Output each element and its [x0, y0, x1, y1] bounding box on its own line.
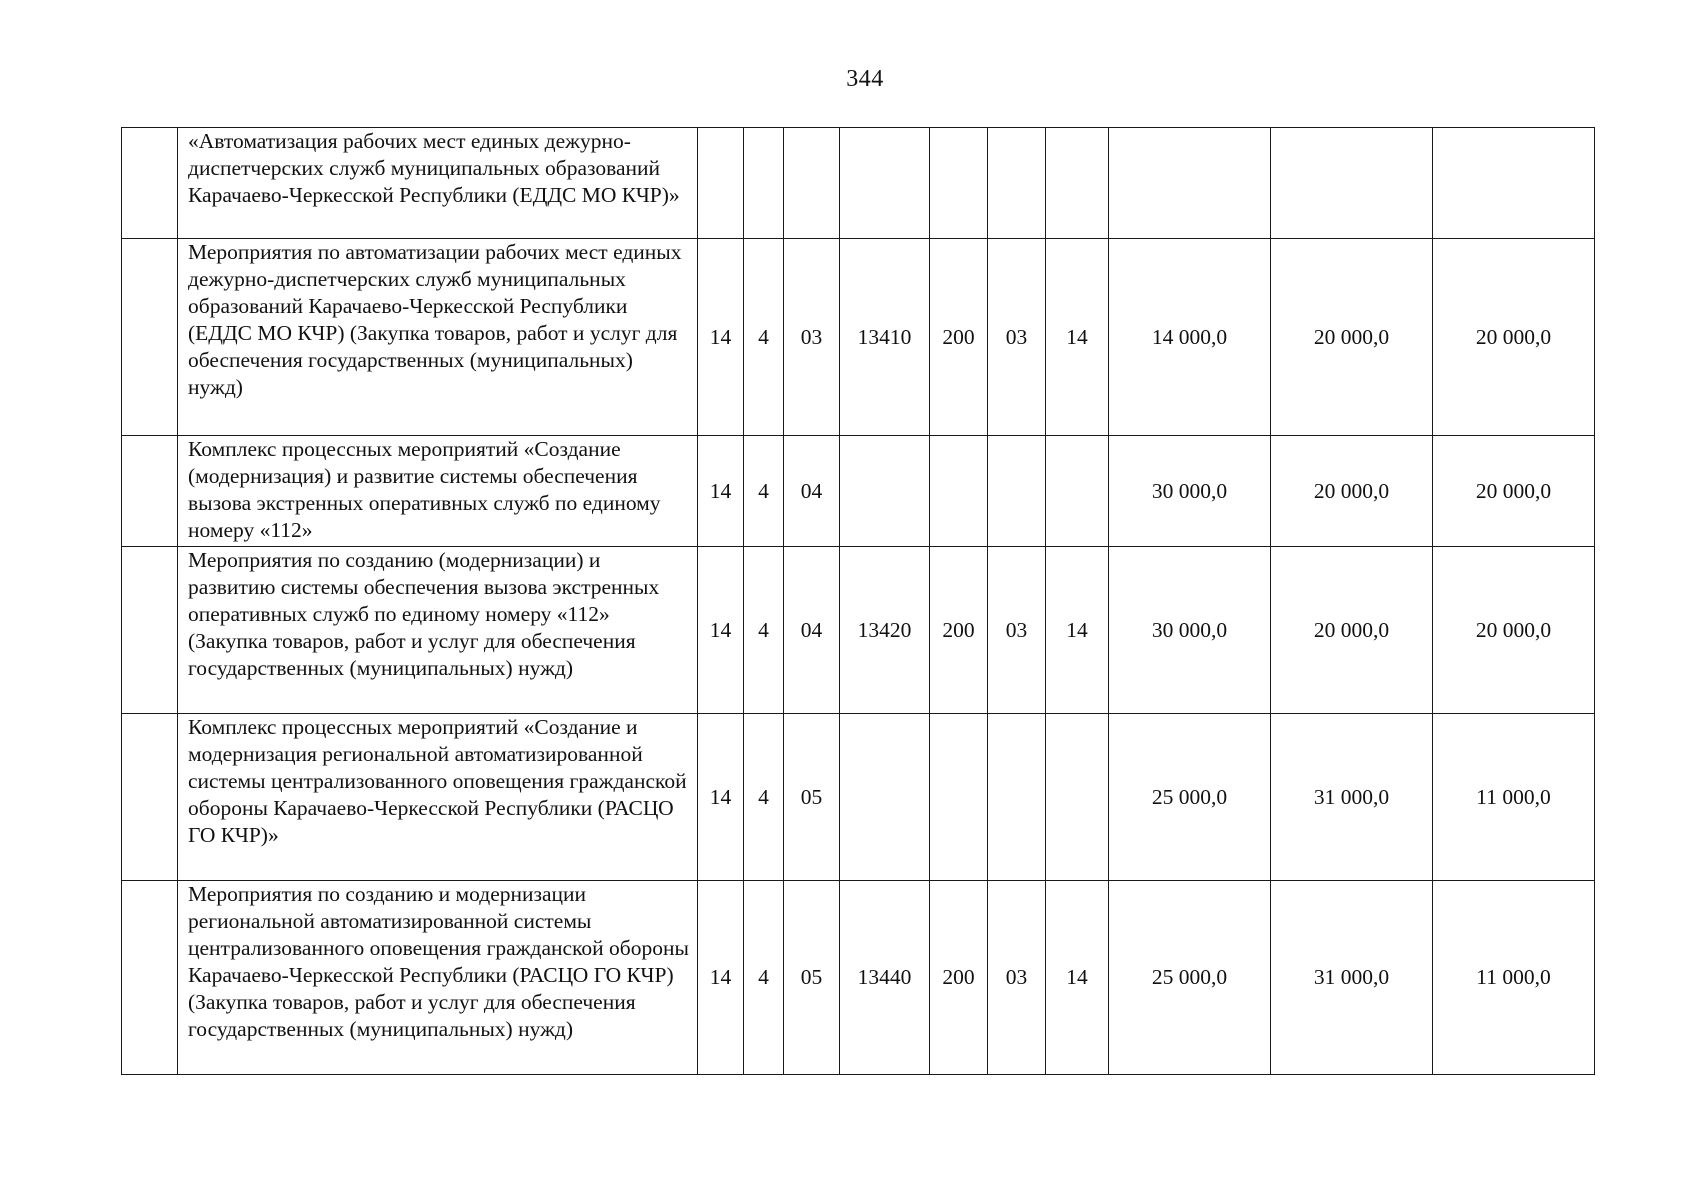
row-name: Комплекс процессных мероприятий «Создание (модернизация) и развитие системы обеспечения вызова экстренных оперативных служб по единому номеру «112»	[178, 436, 698, 547]
code-cell-4: 13420	[840, 547, 930, 714]
amount-cell-1: 25 000,0	[1109, 881, 1271, 1075]
row-number-cell	[122, 128, 178, 239]
table-row	[122, 239, 1595, 436]
amount-cell-2: 31 000,0	[1271, 881, 1433, 1075]
table-row	[122, 881, 1595, 1075]
code-cell-2	[744, 128, 784, 239]
amount-cell-2: 20 000,0	[1271, 239, 1433, 436]
amount-cell-2	[1271, 128, 1433, 239]
amount-cell-2: 20 000,0	[1271, 547, 1433, 714]
code-cell-2: 4	[744, 547, 784, 714]
amount-cell-3: 11 000,0	[1433, 714, 1595, 881]
amount-cell-3: 20 000,0	[1433, 547, 1595, 714]
row-number-cell	[122, 714, 178, 881]
code-cell-5	[930, 128, 988, 239]
code-cell-4	[840, 128, 930, 239]
amount-cell-3: 20 000,0	[1433, 239, 1595, 436]
code-cell-3: 05	[784, 881, 840, 1075]
code-cell-5: 200	[930, 881, 988, 1075]
row-number-cell	[122, 881, 178, 1075]
code-cell-4	[840, 714, 930, 881]
table-row	[122, 436, 1595, 547]
amount-cell-1: 30 000,0	[1109, 436, 1271, 547]
code-cell-7: 14	[1046, 547, 1109, 714]
code-cell-7: 14	[1046, 881, 1109, 1075]
code-cell-6	[988, 128, 1046, 239]
code-cell-6: 03	[988, 547, 1046, 714]
code-cell-5	[930, 714, 988, 881]
row-number-cell	[122, 547, 178, 714]
amount-cell-3	[1433, 128, 1595, 239]
code-cell-4: 13410	[840, 239, 930, 436]
code-cell-1: 14	[698, 547, 744, 714]
code-cell-1: 14	[698, 714, 744, 881]
amount-cell-1: 30 000,0	[1109, 547, 1271, 714]
code-cell-7	[1046, 714, 1109, 881]
code-cell-2: 4	[744, 714, 784, 881]
amount-cell-3: 11 000,0	[1433, 881, 1595, 1075]
code-cell-5: 200	[930, 239, 988, 436]
code-cell-1: 14	[698, 881, 744, 1075]
code-cell-3: 04	[784, 547, 840, 714]
table-row	[122, 128, 1595, 239]
table-row	[122, 547, 1595, 714]
row-name: Мероприятия по созданию (модернизации) и развитию системы обеспечения вызова экстренных оперативных служб по единому номеру «112» (Закупка товаров, работ и услуг для обеспечения государственных (муниципальных) нужд)	[178, 547, 698, 714]
amount-cell-1	[1109, 128, 1271, 239]
code-cell-6: 03	[988, 239, 1046, 436]
amount-cell-1: 14 000,0	[1109, 239, 1271, 436]
row-name: Комплекс процессных мероприятий «Создание и модернизация региональной автоматизированной системы централизованного оповещения гражданской обороны Карачаево-Черкесской Республики (РАСЦО ГО КЧР)»	[178, 714, 698, 881]
code-cell-2: 4	[744, 436, 784, 547]
budget-table	[121, 127, 1595, 1075]
amount-cell-1: 25 000,0	[1109, 714, 1271, 881]
amount-cell-2: 31 000,0	[1271, 714, 1433, 881]
code-cell-7	[1046, 128, 1109, 239]
code-cell-1: 14	[698, 239, 744, 436]
page-number: 344	[846, 66, 884, 92]
code-cell-3: 03	[784, 239, 840, 436]
code-cell-7	[1046, 436, 1109, 547]
amount-cell-2: 20 000,0	[1271, 436, 1433, 547]
code-cell-6	[988, 436, 1046, 547]
code-cell-1	[698, 128, 744, 239]
row-name: Мероприятия по созданию и модернизации региональной автоматизированной системы централизованного оповещения гражданской обороны Карачаево-Черкесской Республики (РАСЦО ГО КЧР) (Закупка товаров, работ и услуг для обеспечения государственных (муниципальных) нужд)	[178, 881, 698, 1075]
code-cell-5: 200	[930, 547, 988, 714]
row-number-cell	[122, 239, 178, 436]
table-row	[122, 714, 1595, 881]
code-cell-3	[784, 128, 840, 239]
code-cell-3: 05	[784, 714, 840, 881]
amount-cell-3: 20 000,0	[1433, 436, 1595, 547]
code-cell-7: 14	[1046, 239, 1109, 436]
code-cell-3: 04	[784, 436, 840, 547]
code-cell-6: 03	[988, 881, 1046, 1075]
code-cell-6	[988, 714, 1046, 881]
row-name: Мероприятия по автоматизации рабочих мест единых дежурно-диспетчерских служб муниципальных образований Карачаево-Черкесской Республики (ЕДДС МО КЧР) (Закупка товаров, работ и услуг для обеспечения государственных (муниципальных) нужд)	[178, 239, 698, 436]
code-cell-2: 4	[744, 881, 784, 1075]
code-cell-1: 14	[698, 436, 744, 547]
code-cell-5	[930, 436, 988, 547]
code-cell-4: 13440	[840, 881, 930, 1075]
row-name: «Автоматизация рабочих мест единых дежурно-диспетчерских служб муниципальных образований Карачаево-Черкесской Республики (ЕДДС МО КЧР)»	[178, 128, 698, 239]
code-cell-4	[840, 436, 930, 547]
row-number-cell	[122, 436, 178, 547]
code-cell-2: 4	[744, 239, 784, 436]
